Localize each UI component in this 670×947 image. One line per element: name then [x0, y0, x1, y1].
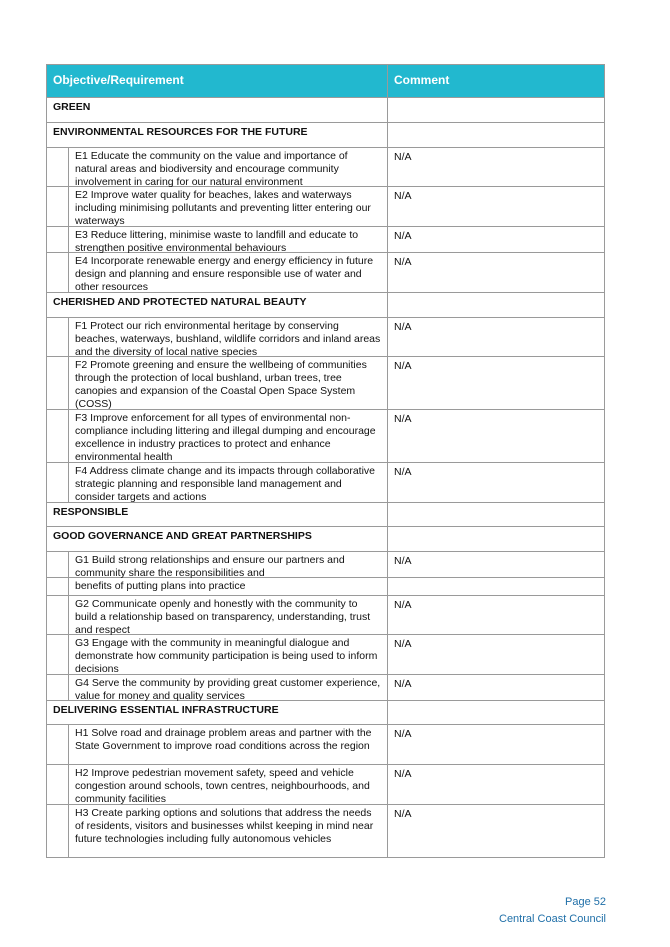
comment-cell: [388, 98, 605, 122]
objective-text: benefits of putting plans into practice: [75, 580, 246, 592]
indent-cell: [47, 187, 69, 226]
section-label: ENVIRONMENTAL RESOURCES FOR THE FUTURE: [47, 123, 388, 147]
indent-cell: [47, 635, 69, 674]
objective-cell: [47, 148, 388, 186]
table-row: [47, 357, 605, 410]
comment-cell: N/A: [388, 463, 605, 502]
comment-cell: N/A: [388, 675, 605, 700]
table-row: [47, 675, 605, 701]
objective-text: G4 Serve the community by providing great customer experience, value for money and quality services: [75, 677, 381, 702]
objective-text: E1 Educate the community on the value and importance of natural areas and biodiversity and encourage community involvement in caring for our natural environment: [75, 150, 348, 188]
objective-cell: [47, 552, 388, 577]
indent-cell: [47, 148, 69, 186]
objective-cell: [47, 318, 388, 356]
header-comment: Comment: [388, 65, 605, 97]
objective-text: G3 Engage with the community in meaningful dialogue and demonstrate how community participation is being used to inform decisions: [75, 637, 378, 675]
indent-cell: [47, 463, 69, 502]
comment-cell: N/A: [388, 596, 605, 634]
page-number: Page 52: [565, 896, 606, 908]
objective-text: F3 Improve enforcement for all types of environmental non-compliance including littering and illegal dumping and encourage excellence in industry practices to protect and enhance environmental health: [75, 412, 376, 463]
objective-text: E4 Incorporate renewable energy and energy efficiency in future design and planning and ensure responsible use of water and other resources: [75, 255, 374, 293]
section-label: GOOD GOVERNANCE AND GREAT PARTNERSHIPS: [47, 527, 388, 551]
objective-text: E3 Reduce littering, minimise waste to landfill and educate to strengthen positive environmental behaviours: [75, 229, 359, 254]
objective-text: G1 Build strong relationships and ensure our partners and community share the responsibilities and: [75, 554, 345, 579]
table-row: [47, 725, 605, 765]
objective-cell: [47, 635, 388, 674]
comment-cell: N/A: [388, 253, 605, 292]
section-row: [47, 527, 605, 552]
comment-cell: N/A: [388, 318, 605, 356]
comment-cell: N/A: [388, 552, 605, 577]
comment-cell: [388, 578, 605, 595]
table-header: [47, 65, 605, 98]
objective-text: G2 Communicate openly and honestly with the community to build a relationship based on transparency, understanding, trust and respect: [75, 598, 371, 636]
comment-cell: N/A: [388, 635, 605, 674]
objective-cell: [47, 578, 388, 595]
header-objective: Objective/Requirement: [47, 65, 388, 97]
section-label: RESPONSIBLE: [47, 503, 388, 526]
indent-cell: [47, 725, 69, 764]
table-row: [47, 805, 605, 858]
comment-cell: N/A: [388, 227, 605, 252]
objective-cell: [47, 725, 388, 764]
section-row: [47, 293, 605, 318]
indent-cell: [47, 805, 69, 857]
objective-cell: [47, 765, 388, 804]
objective-text: H3 Create parking options and solutions that address the needs of residents, visitors and businesses whilst keeping in mind near future technologies including fully autonomous vehicles: [75, 807, 374, 845]
objective-cell: [47, 187, 388, 226]
objective-text: H2 Improve pedestrian movement safety, speed and vehicle congestion around schools, town centres, neighbourhoods, and community facilities: [75, 767, 370, 805]
comment-cell: N/A: [388, 805, 605, 857]
objective-text: E2 Improve water quality for beaches, lakes and waterways including minimising pollutants and preventing litter entering our waterways: [75, 189, 371, 227]
objective-text: H1 Solve road and drainage problem areas and partner with the State Government to improve road conditions across the region: [75, 727, 372, 752]
indent-cell: [47, 552, 69, 577]
objective-text: F4 Address climate change and its impacts through collaborative strategic planning and responsible land management and consider targets and actions: [75, 465, 375, 503]
table-body: [47, 98, 605, 858]
comment-cell: N/A: [388, 148, 605, 186]
comment-cell: [388, 503, 605, 526]
section-label: GREEN: [47, 98, 388, 122]
section-label: DELIVERING ESSENTIAL INFRASTRUCTURE: [47, 701, 388, 724]
section-row: [47, 98, 605, 123]
comment-cell: N/A: [388, 187, 605, 226]
requirements-table: [46, 64, 605, 858]
indent-cell: [47, 578, 69, 595]
council-name: Central Coast Council: [499, 913, 606, 925]
indent-cell: [47, 765, 69, 804]
objective-cell: [47, 675, 388, 700]
table-row: [47, 227, 605, 253]
table-row: [47, 187, 605, 227]
section-row: [47, 701, 605, 725]
table-row: [47, 552, 605, 578]
indent-cell: [47, 357, 69, 409]
indent-cell: [47, 318, 69, 356]
comment-cell: [388, 527, 605, 551]
comment-cell: N/A: [388, 725, 605, 764]
comment-cell: N/A: [388, 357, 605, 409]
objective-text: F2 Promote greening and ensure the wellbeing of communities through the protection of local bushland, urban trees, tree canopies and expansion of the Coastal Open Space System (COSS): [75, 359, 367, 410]
table-row: [47, 578, 605, 596]
comment-cell: N/A: [388, 410, 605, 462]
table-row: [47, 765, 605, 805]
comment-cell: [388, 123, 605, 147]
objective-cell: [47, 357, 388, 409]
table-row: [47, 596, 605, 635]
table-row: [47, 318, 605, 357]
indent-cell: [47, 675, 69, 700]
objective-cell: [47, 596, 388, 634]
table-row: [47, 635, 605, 675]
table-row: [47, 410, 605, 463]
table-row: [47, 253, 605, 293]
section-row: [47, 503, 605, 527]
objective-cell: [47, 410, 388, 462]
comment-cell: [388, 701, 605, 724]
objective-cell: [47, 253, 388, 292]
indent-cell: [47, 253, 69, 292]
comment-cell: N/A: [388, 765, 605, 804]
table-row: [47, 463, 605, 503]
indent-cell: [47, 410, 69, 462]
section-label: CHERISHED AND PROTECTED NATURAL BEAUTY: [47, 293, 388, 317]
objective-cell: [47, 227, 388, 252]
comment-cell: [388, 293, 605, 317]
objective-cell: [47, 805, 388, 857]
objective-cell: [47, 463, 388, 502]
table-row: [47, 148, 605, 187]
section-row: [47, 123, 605, 148]
indent-cell: [47, 596, 69, 634]
indent-cell: [47, 227, 69, 252]
objective-text: F1 Protect our rich environmental heritage by conserving beaches, waterways, bushland, wildlife corridors and inland areas and the diversity of local native species: [75, 320, 381, 358]
